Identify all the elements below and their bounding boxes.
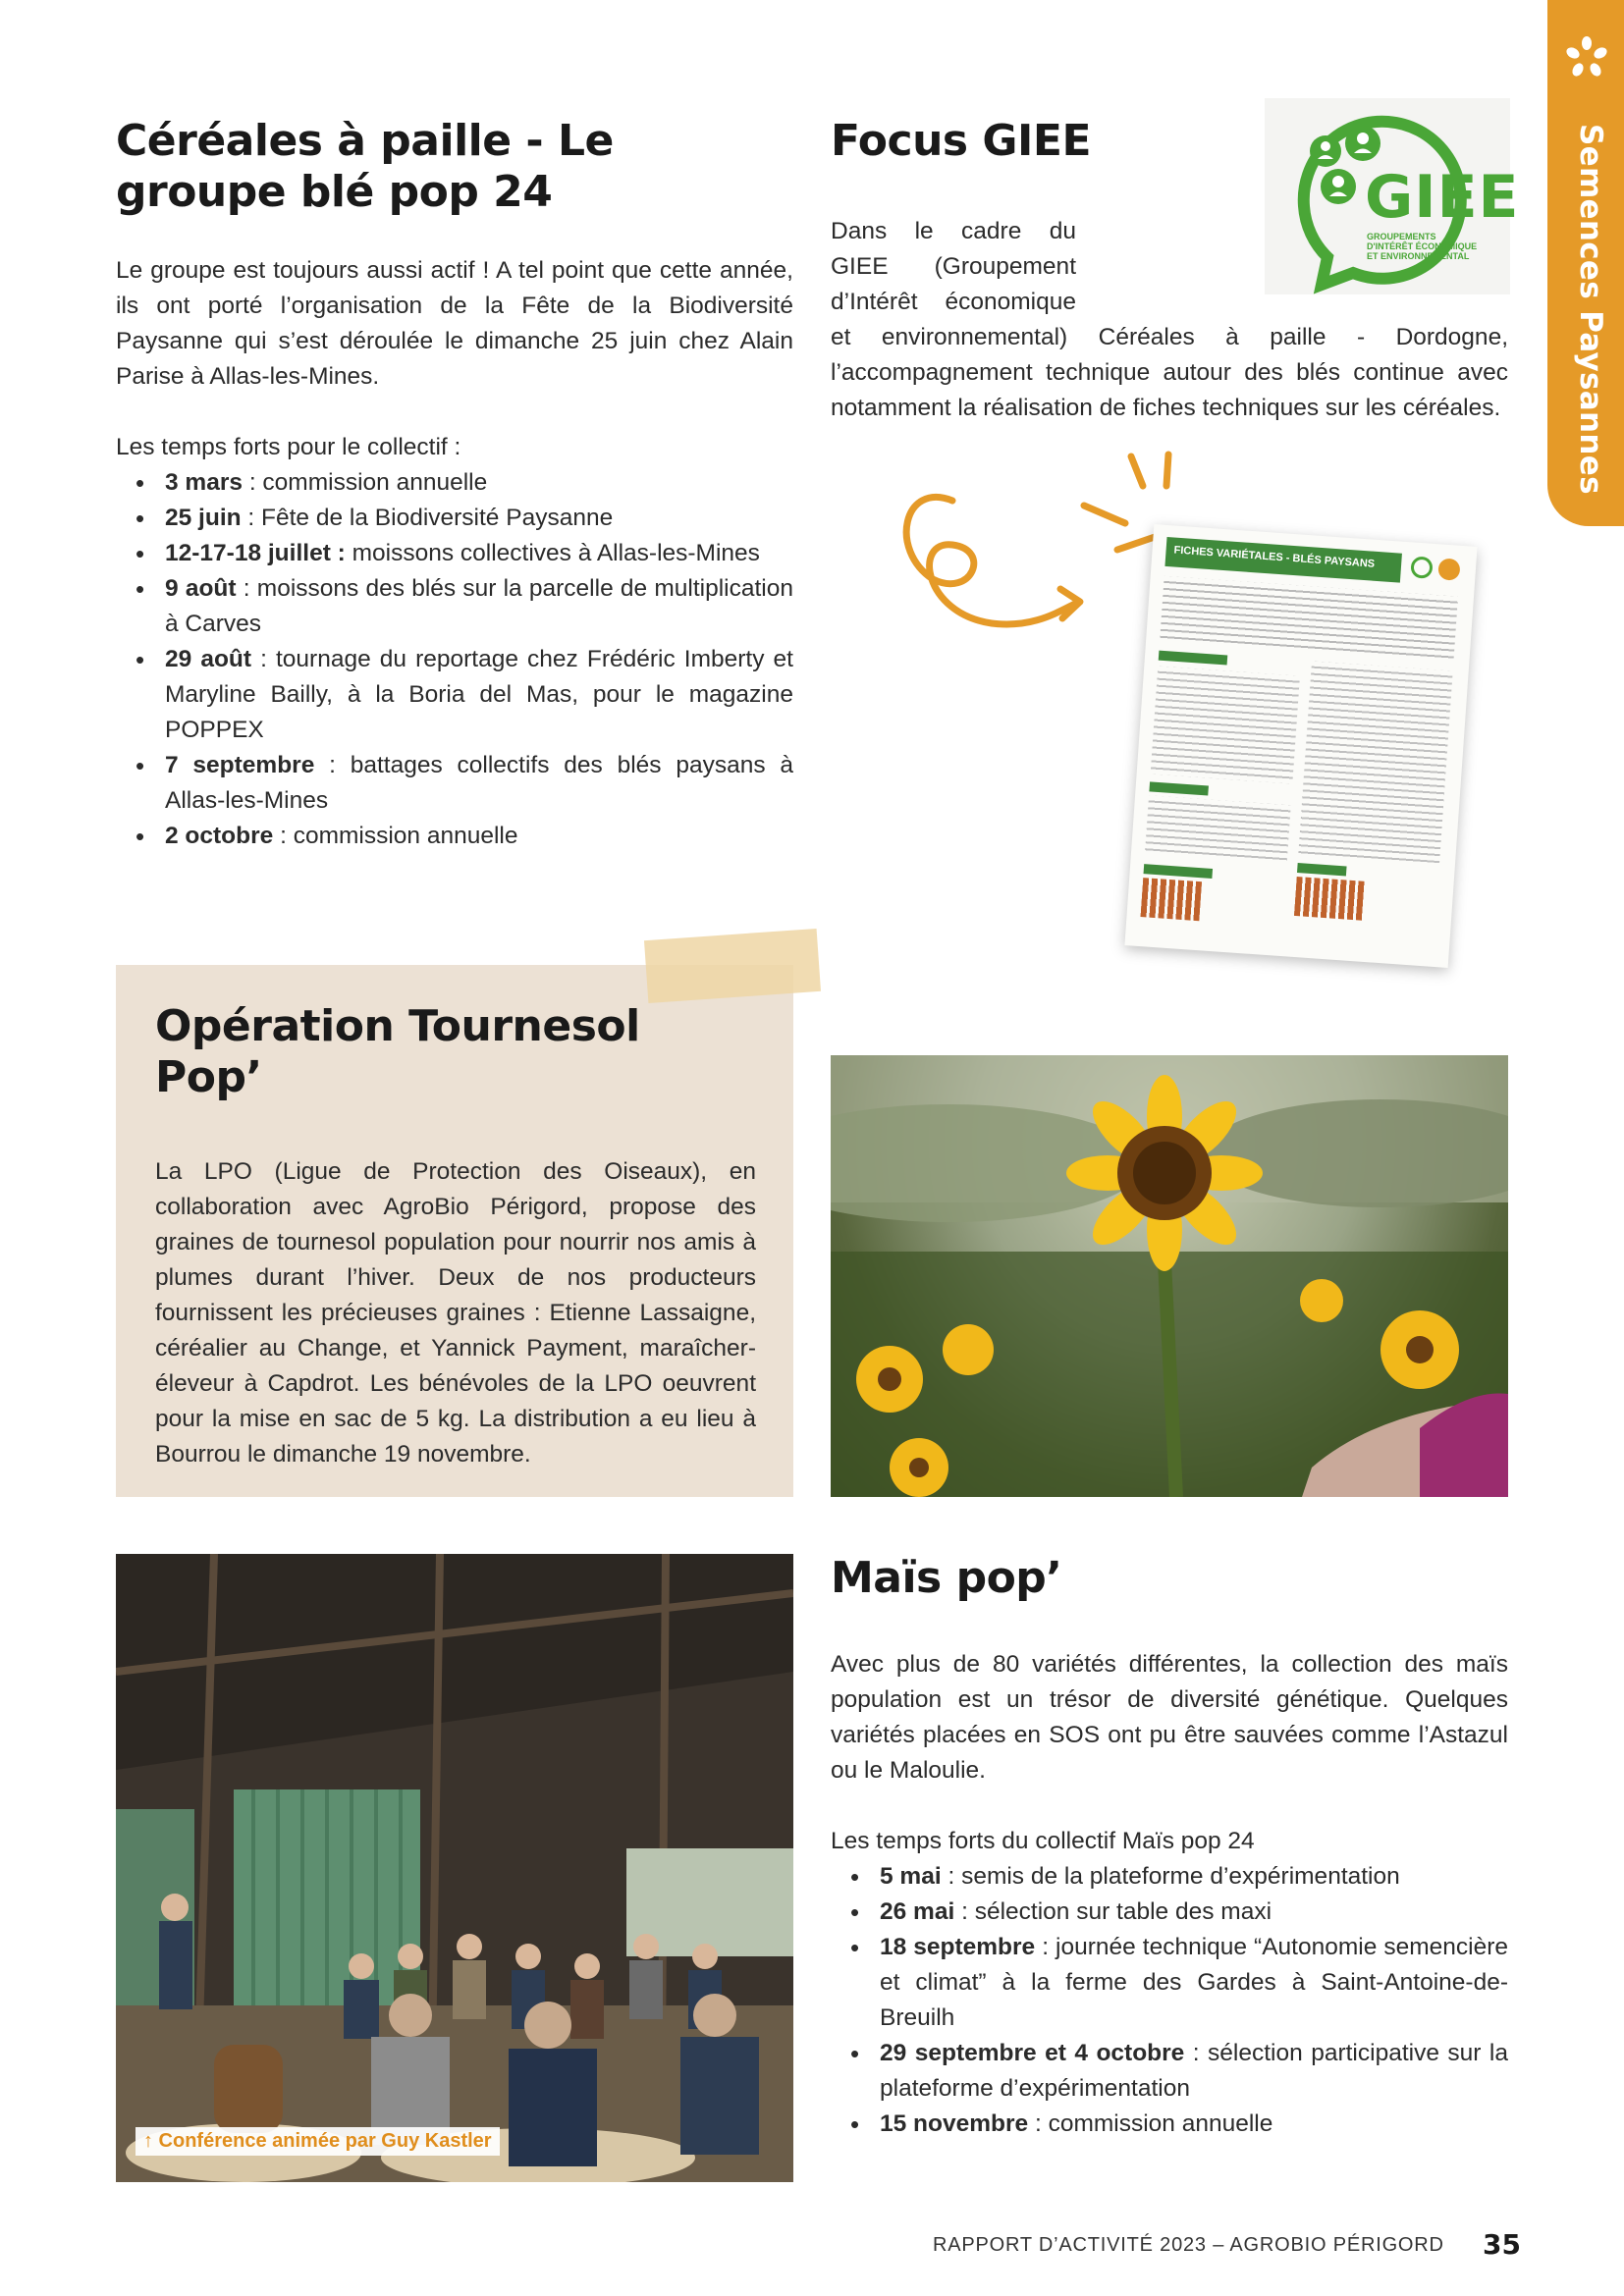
giee-section: [831, 116, 1508, 167]
mais-list-intro: Les temps forts du collectif Maïs pop 24: [831, 1828, 1255, 1854]
list-item: • 18 septembre : journée technique “Autonomie semencière et climat” à la ferme des Gardes à Saint-Antoine-de-Breuilh: [831, 1930, 1508, 2036]
tournesol-section: [155, 1001, 756, 1472]
list-item: • 15 novembre : commission annuelle: [831, 2107, 1508, 2142]
list-item: • 5 mai : semis de la plateforme d’expérimentation: [831, 1859, 1508, 1895]
list-item: • 29 septembre et 4 octobre : sélection participative sur la plateforme d’expérimentation: [831, 2036, 1508, 2107]
cereales-intro: Le groupe est toujours aussi actif ! A tel point que cette année, ils ont porté l’organisation de la Fête de la Biodiversité Paysanne qui s’est déroulée le dimanche 25 juin chez Alain Parise à Allas-les-Mines.: [116, 257, 793, 390]
mais-title: Maïs pop’: [831, 1553, 1062, 1603]
tournesol-text: La LPO (Ligue de Protection des Oiseaux), en collaboration avec AgroBio Périgord, propose des graines de tournesol population pour nourrir nos amis à plumes durant l’hiver. Deux de nos producteurs fournissent les précieuses graines : Etienne Lassaigne, céréalier au Change, et Yannick Payment, maraîcher-éleveur à Capdrot. Les bénévoles de la LPO oeuvrent pour la mise en sac de 5 kg. La distribution a eu lieu à Bourrou le dimanche 19 novembre.: [155, 1158, 756, 1468]
giee-logo-text: GIEE: [1365, 163, 1520, 232]
photo-caption: ↑ Conférence animée par Guy Kastler: [135, 2127, 500, 2156]
flower-icon: [1565, 35, 1608, 79]
mais-intro: Avec plus de 80 variétés différentes, la collection des maïs population est un trésor de diversité génétique. Quelques variétés placées en SOS ont pu être sauvées comme l’Astazul ou le Maloulie.: [831, 1651, 1508, 1784]
section-tab-label: Semences Paysannes: [1573, 124, 1608, 495]
list-item: • 12-17-18 juillet : moissons collectives à Allas-les-Mines: [116, 536, 793, 571]
barn-conference-photo: [116, 1554, 793, 2182]
list-item: • 3 mars : commission annuelle: [116, 465, 793, 501]
page-number: 35: [1483, 2228, 1521, 2261]
list-item: • 7 septembre : battages collectifs des blés paysans à Allas-les-Mines: [116, 748, 793, 819]
fiche-document-image: [1124, 524, 1477, 968]
sunflower-photo: [831, 1055, 1508, 1497]
list-item: • 2 octobre : commission annuelle: [116, 819, 793, 854]
cereales-list-intro: Les temps forts pour le collectif :: [116, 434, 461, 460]
list-item: • 9 août : moissons des blés sur la parcelle de multiplication à Carves: [116, 571, 793, 642]
tournesol-title: Opération Tournesol Pop’: [155, 1001, 640, 1102]
mais-list: [831, 1859, 1508, 2142]
footer-text: RAPPORT D’ACTIVITÉ 2023 – AGROBIO PÉRIGORD: [933, 2234, 1444, 2256]
mais-section: [831, 1553, 1508, 2142]
list-item: • 26 mai : sélection sur table des maxi: [831, 1895, 1508, 1930]
logo-spacer: [1076, 214, 1508, 320]
list-item: • 25 juin : Fête de la Biodiversité Paysanne: [116, 501, 793, 536]
cereales-section: [116, 116, 793, 854]
cereales-title: Céréales à paille - Le groupe blé pop 24: [116, 116, 614, 217]
list-item: • 29 août : tournage du reportage chez Frédéric Imberty et Maryline Bailly, à la Boria del Mas, pour le magazine POPPEX: [116, 642, 793, 748]
giee-title: Focus GIEE: [831, 116, 1092, 166]
cereales-list: [116, 465, 793, 854]
section-tab: [1547, 0, 1624, 526]
giee-text: Dans le cadre du GIEE (Groupement d’Intérêt économique et environnemental) Céréales à paille - Dordogne, l’accompagnement technique autour des blés continue avec notamment la réalisation de fiches techniques sur les céréales.: [831, 214, 1508, 426]
tape-decoration: [644, 929, 821, 1003]
giee-logo-subtext: GROUPEMENTS D'INTÉRÊT ÉCONOMIQUE ET ENVIRONNEMENTAL: [1367, 232, 1478, 261]
fiche-title: FICHES VARIÉTALES - BLÉS PAYSANS: [1173, 544, 1376, 570]
